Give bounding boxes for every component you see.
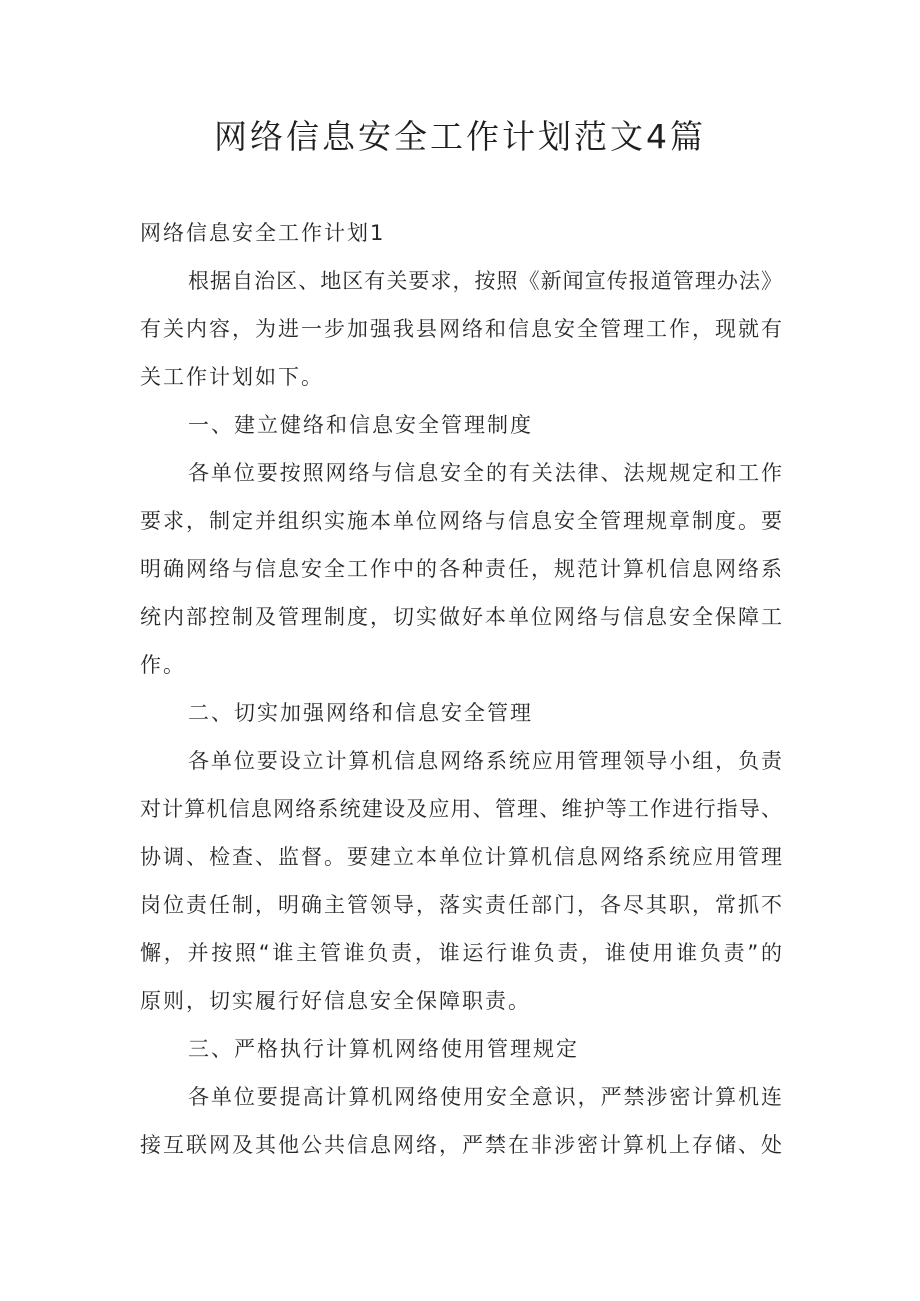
section-heading: 二、切实加强网络和信息安全管理 [188, 701, 533, 725]
paragraph-line: 各单位要设立计算机信息网络系统应用管理领导小组，负责 [188, 749, 782, 773]
paragraph-line: 明确网络与信息安全工作中的各种责任，规范计算机信息网络系 [140, 557, 782, 581]
document-title: 网络信息安全工作计划范文4篇 [214, 117, 706, 156]
paragraph-line: 根据自治区、地区有关要求，按照《新闻宣传报道管理办法》 [188, 269, 782, 293]
paragraph-line: 懈，并按照“谁主管谁负责，谁运行谁负责，谁使用谁负责”的 [140, 941, 782, 965]
paragraph-line: 协调、检查、监督。要建立本单位计算机信息网络系统应用管理 [140, 845, 782, 869]
paragraph-line: 各单位要按照网络与信息安全的有关法律、法规规定和工作 [188, 461, 782, 485]
paragraph-line: 统内部控制及管理制度，切实做好本单位网络与信息安全保障工 [140, 605, 782, 629]
paragraph-line: 关工作计划如下。 [140, 365, 324, 389]
paragraph-line: 要求，制定并组织实施本单位网络与信息安全管理规章制度。要 [140, 509, 782, 533]
paragraph-line: 接互联网及其他公共信息网络，严禁在非涉密计算机上存储、处 [140, 1133, 782, 1157]
paragraph-line: 作。 [140, 653, 186, 677]
paragraph-line: 各单位要提高计算机网络使用安全意识，严禁涉密计算机连 [188, 1085, 782, 1109]
paragraph-line: 原则，切实履行好信息安全保障职责。 [140, 989, 531, 1013]
section-subtitle: 网络信息安全工作计划1 [140, 221, 386, 245]
paragraph-line: 岗位责任制，明确主管领导，落实责任部门，各尽其职，常抓不 [140, 893, 782, 917]
paragraph-line: 有关内容，为进一步加强我县网络和信息安全管理工作，现就有 [140, 317, 782, 341]
paragraph-line: 对计算机信息网络系统建设及应用、管理、维护等工作进行指导、 [140, 797, 782, 821]
section-heading: 三、严格执行计算机网络使用管理规定 [188, 1037, 579, 1061]
section-heading: 一、建立健络和信息安全管理制度 [188, 413, 533, 437]
